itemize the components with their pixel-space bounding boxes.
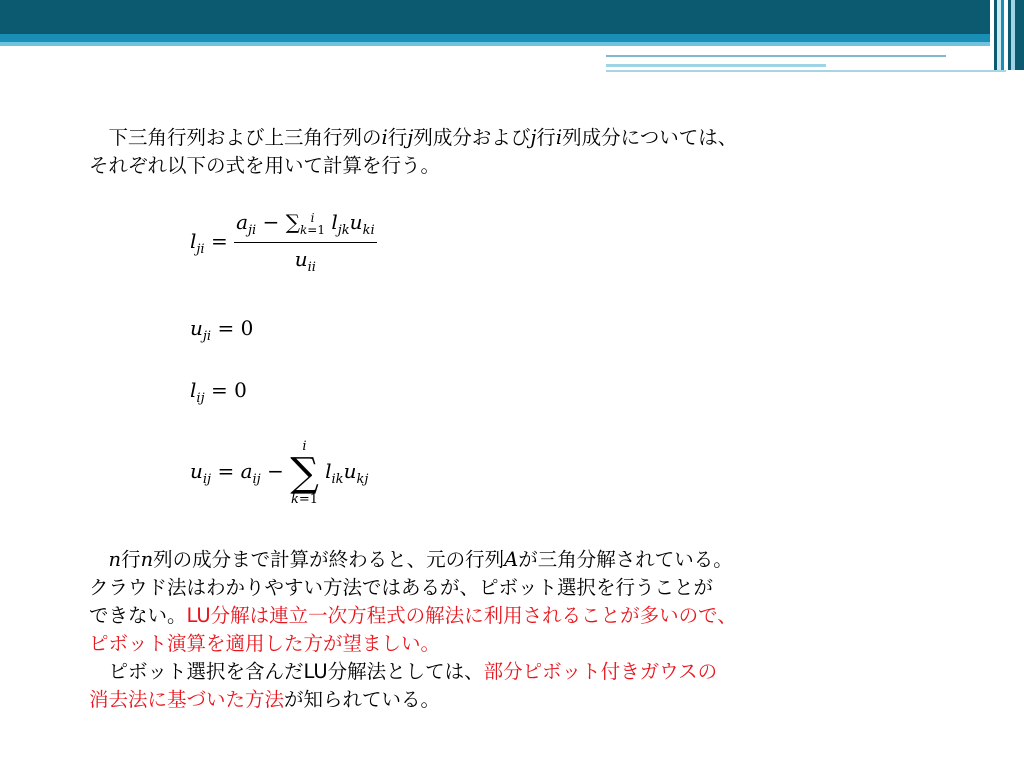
text-run: ピボット選択を含んだLU分解法としては、 (108, 660, 484, 683)
text-run: が知られている。 (284, 688, 441, 711)
math-var: i (381, 126, 388, 149)
text-run: 列の成分まで計算が終わると、元の行列 (153, 548, 505, 571)
header-decoration-line (606, 64, 826, 67)
math-var: A (504, 548, 519, 571)
text-run: 行 (536, 126, 556, 149)
text-run: 列成分および (413, 126, 531, 149)
text-run: 下三角行列および上三角行列の (108, 126, 382, 149)
equation-l-ij: $l_{ij} = 0$ (190, 378, 247, 406)
header-decoration-box (606, 46, 1006, 72)
intro-line-2: それぞれ以下の式を用いて計算を行う。 (89, 154, 441, 177)
conclusion-line-3 (89, 602, 737, 630)
conclusion-line-2: クラウド法はわかりやすい方法ではあるが、ピボット選択を行うことが (89, 576, 714, 599)
math-var: i (555, 126, 563, 149)
math-var: j (407, 126, 414, 149)
equation-l-ji: $l_{ji}$ = $a_{ji}$ − ∑ i k=1 $l_{jk}u_{ki}$ $u_{ii}$ (190, 210, 375, 275)
text-run: 行 (121, 548, 141, 571)
highlighted-text: 消去法に基づいた方法 (89, 688, 285, 711)
fraction-numerator: $a_{ji}$ − ∑ i k=1 $l_{jk}u_{ki}$ (234, 210, 377, 243)
conclusion-line-4: ピボット演算を適用した方が望ましい。 (89, 632, 441, 655)
math-var: j (530, 126, 537, 149)
text-run: できない。 (89, 604, 187, 627)
conclusion-line-1 (89, 546, 737, 574)
fraction-denominator: $u_{ii}$ (294, 247, 316, 275)
math-var: n (108, 548, 122, 571)
math-var: n (140, 548, 154, 571)
text-run: 列成分については、 (562, 126, 738, 149)
text-run: 行 (387, 126, 408, 149)
header-decoration-line (606, 55, 946, 57)
summation: i ∑ k=1 (290, 439, 319, 507)
header-band-dark (0, 0, 1024, 34)
header-stripes (990, 0, 1024, 70)
intro-paragraph (89, 124, 737, 180)
conclusion-paragraph (89, 546, 737, 714)
highlighted-text: LU分解は連立一次方程式の解法に利用されることが多いので、 (186, 604, 737, 627)
conclusion-line-6 (89, 686, 737, 714)
text-run: が三角分解されている。 (518, 548, 733, 571)
fraction (234, 210, 377, 275)
equation-u-ji: $u_{ji} = 0$ (190, 316, 254, 344)
intro-line-1 (89, 124, 737, 152)
header-band-mid (0, 34, 1024, 42)
equation-u-ij: $u_{ij} = a_{ij}$ − i ∑ k=1 $l_{ik}u_{kj}$ (190, 439, 369, 507)
conclusion-line-5 (89, 658, 737, 686)
highlighted-text: 部分ピボット付きガウスの (483, 660, 718, 683)
